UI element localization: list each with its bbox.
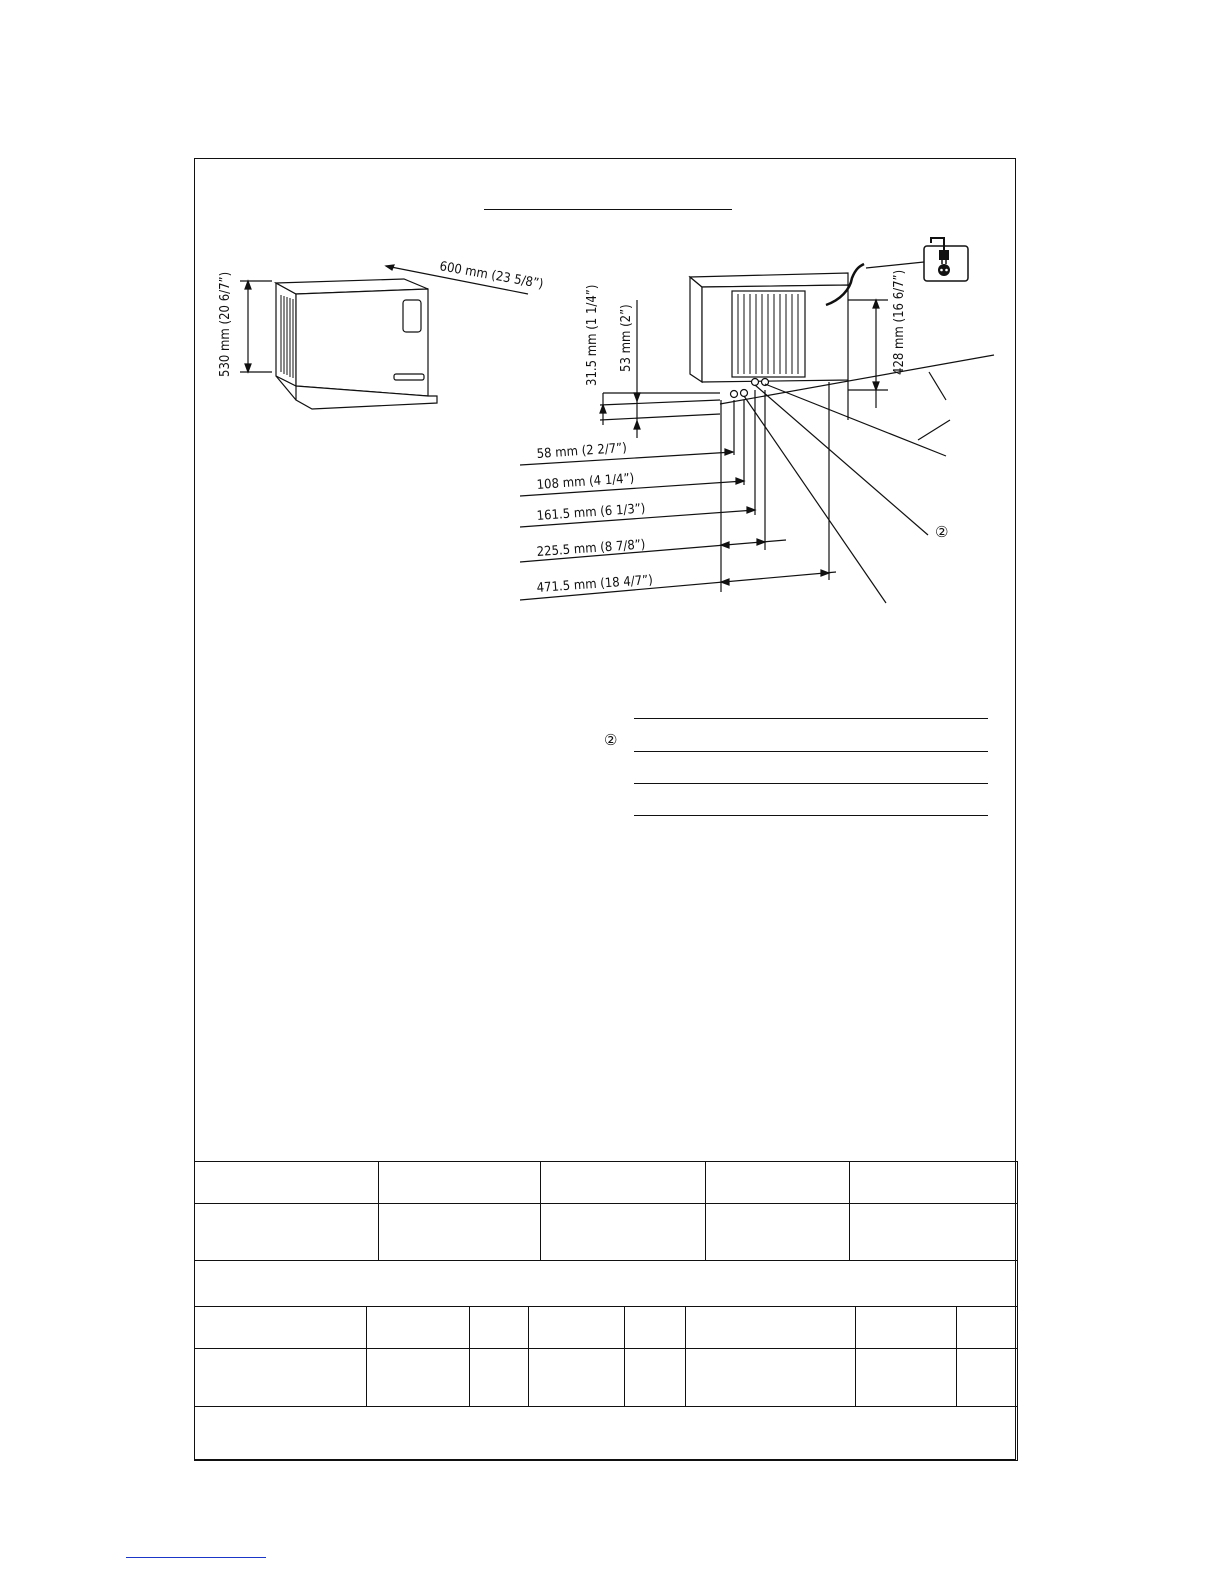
spec-table-2-cell: [957, 1349, 1018, 1407]
spec-table-2-header-cell: [856, 1307, 957, 1349]
spec-table-1-cell: [541, 1204, 706, 1261]
spec-table-1-header-cell: [706, 1162, 850, 1204]
spec-table-section-row: [195, 1261, 1018, 1307]
dim-471-5: 471.5 mm (18 4/7”): [536, 572, 654, 596]
spec-table-1-cell: [379, 1204, 541, 1261]
spec-table-1-cell: [706, 1204, 850, 1261]
unit-front-view: [276, 279, 437, 409]
dim-depth-600: 600 mm (23 5/8”): [438, 259, 545, 293]
dim-225-5: 225.5 mm (8 7/8”): [536, 537, 646, 560]
spec-table-1-header-cell: [850, 1162, 1018, 1204]
spec-table-1-header-cell: [195, 1162, 379, 1204]
dim-161-5: 161.5 mm (6 1/3”): [536, 501, 646, 524]
spec-table-2-cell: [367, 1349, 470, 1407]
spec-table-2-header-cell: [470, 1307, 529, 1349]
power-plug-icon: [924, 238, 968, 281]
spec-table-2-cell: [529, 1349, 625, 1407]
spec-table-1: [194, 1161, 1018, 1307]
legend-line-1: [634, 718, 988, 719]
legend-line-4: [634, 815, 988, 816]
dim-height-530: 530 mm (20 6/7”): [218, 271, 233, 377]
spec-table-2-header-cell: [957, 1307, 1018, 1349]
spec-table-1-header-cell: [379, 1162, 541, 1204]
spec-table-2-cell: [470, 1349, 529, 1407]
unit-rear-view: [690, 262, 994, 603]
dim-58: 58 mm (2 2/7”): [536, 440, 628, 462]
spec-table-2-cell: [686, 1349, 856, 1407]
legend-marker: ②: [604, 732, 618, 749]
spec-table-2: [194, 1306, 1018, 1461]
dim-height-428: 428 mm (16 6/7”): [892, 269, 907, 375]
spec-table-2-cell: [856, 1349, 957, 1407]
dim-108: 108 mm (4 1/4”): [536, 471, 635, 493]
dim-offset-31-5: 31.5 mm (1 1/4”): [585, 284, 600, 386]
spec-table-1-header-cell: [541, 1162, 706, 1204]
spec-table-2-cell: [625, 1349, 686, 1407]
spec-table-1-cell: [195, 1204, 379, 1261]
legend-line-3: [634, 783, 988, 784]
spec-table-2-header-cell: [529, 1307, 625, 1349]
spec-table-footer-row: [195, 1407, 1018, 1461]
spec-table-2-header-cell: [367, 1307, 470, 1349]
footer-link-underline[interactable]: [126, 1557, 266, 1558]
spec-table-2-cell: [195, 1349, 367, 1407]
dim-offset-53: 53 mm (2”): [619, 304, 634, 372]
spec-table-2-header-cell: [686, 1307, 856, 1349]
spec-table-1-cell: [850, 1204, 1018, 1261]
connection-callout: ②: [935, 523, 949, 541]
legend-line-2: [634, 751, 988, 752]
spec-table-2-header-cell: [195, 1307, 367, 1349]
spec-table-2-header-cell: [625, 1307, 686, 1349]
